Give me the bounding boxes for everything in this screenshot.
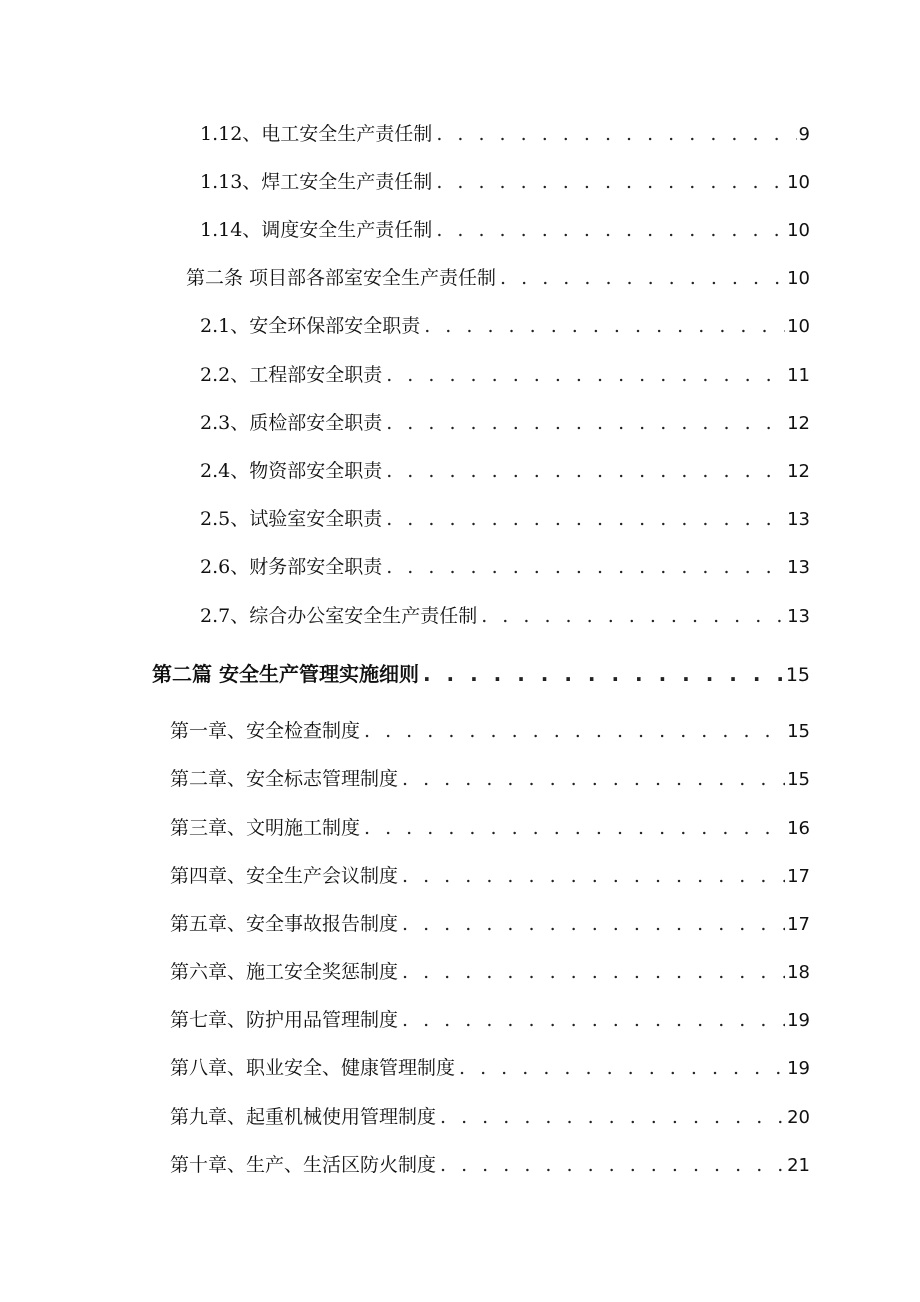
dot-leader	[440, 1103, 785, 1131]
toc-entry-page: 20	[787, 1107, 810, 1128]
toc-entry[interactable]	[200, 216, 810, 245]
dot-leader	[386, 553, 785, 581]
toc-entry[interactable]	[170, 814, 810, 843]
toc-entry-label: 2.3、质检部安全职责	[200, 412, 383, 434]
toc-entry-page: 13	[787, 606, 810, 627]
toc-entry-page: 16	[787, 818, 810, 839]
toc-entry[interactable]	[200, 312, 810, 341]
dot-leader	[402, 958, 785, 986]
toc-entry-page: 19	[787, 1010, 810, 1031]
dot-leader	[459, 1054, 785, 1082]
dot-leader	[423, 660, 784, 688]
toc-entry-page: 15	[785, 664, 810, 686]
toc-entry-label: 第九章、起重机械使用管理制度	[170, 1106, 437, 1128]
toc-entry-page: 18	[787, 962, 810, 983]
dot-leader	[440, 1151, 785, 1179]
dot-leader	[436, 216, 785, 244]
toc-entry[interactable]	[170, 1151, 810, 1180]
dot-leader	[424, 312, 785, 340]
toc-entry-label: 第一章、安全检查制度	[170, 720, 361, 742]
toc-entry-label: 2.1、安全环保部安全职责	[200, 315, 421, 337]
toc-entry[interactable]	[200, 505, 810, 534]
dot-leader	[386, 505, 785, 533]
toc-entry-label: 第四章、安全生产会议制度	[170, 865, 399, 887]
toc-entry[interactable]	[170, 910, 810, 939]
toc-entry-label: 第六章、施工安全奖惩制度	[170, 961, 399, 983]
toc-entry-label: 2.7、综合办公室安全生产责任制	[200, 605, 478, 627]
toc-entry[interactable]	[200, 409, 810, 438]
toc-entry[interactable]	[170, 1054, 810, 1083]
toc-entry[interactable]	[200, 168, 810, 197]
toc-entry-label: 第七章、防护用品管理制度	[170, 1009, 399, 1031]
dot-leader	[402, 862, 785, 890]
toc-entry-label: 第二条 项目部各部室安全生产责任制	[186, 267, 497, 289]
toc-entry-label: 2.2、工程部安全职责	[200, 364, 383, 386]
toc-entry-label: 第十章、生产、生活区防火制度	[170, 1154, 437, 1176]
toc-entry[interactable]	[170, 1006, 810, 1035]
toc-entry-label: 第二篇 安全生产管理实施细则	[152, 662, 419, 686]
dot-leader	[436, 168, 785, 196]
toc-entry-page: 12	[787, 461, 810, 482]
toc-entry[interactable]	[170, 1103, 810, 1132]
toc-entry-label: 1.13、焊工安全生产责任制	[200, 171, 433, 193]
toc-entry-page: 13	[787, 509, 810, 530]
toc-entry[interactable]	[200, 553, 810, 582]
toc-entry[interactable]	[200, 602, 810, 631]
toc-entry[interactable]	[170, 765, 810, 794]
dot-leader	[481, 602, 785, 630]
toc-entry-label: 第三章、文明施工制度	[170, 817, 361, 839]
dot-leader	[386, 409, 785, 437]
toc-entry-page: 19	[787, 1058, 810, 1079]
toc-entry-page: 15	[787, 769, 810, 790]
toc-entry-page: 17	[787, 914, 810, 935]
dot-leader	[402, 1006, 785, 1034]
toc-entry[interactable]	[170, 717, 810, 746]
toc-entry-label: 1.12、电工安全生产责任制	[200, 123, 433, 145]
toc-entry-page: 15	[787, 721, 810, 742]
toc-entry-page: 21	[787, 1155, 810, 1176]
toc-entry[interactable]	[186, 264, 810, 293]
toc-entry-page: 9	[798, 124, 810, 145]
toc-entry-label: 2.6、财务部安全职责	[200, 556, 383, 578]
dot-leader	[500, 264, 785, 292]
toc-entry-page: 10	[787, 316, 810, 337]
toc-entry-label: 第八章、职业安全、健康管理制度	[170, 1057, 456, 1079]
toc-entry-page: 12	[787, 413, 810, 434]
toc-entry[interactable]	[200, 120, 810, 149]
dot-leader	[364, 717, 785, 745]
toc-entry-label: 2.4、物资部安全职责	[200, 460, 383, 482]
toc-entry[interactable]	[200, 361, 810, 390]
toc-entry-label: 第五章、安全事故报告制度	[170, 913, 399, 935]
toc-entry-page: 10	[787, 220, 810, 241]
dot-leader	[402, 765, 785, 793]
dot-leader	[386, 361, 785, 389]
dot-leader	[402, 910, 785, 938]
toc-entry-page: 10	[787, 268, 810, 289]
toc-entry-page: 10	[787, 172, 810, 193]
toc-entry-page: 13	[787, 557, 810, 578]
toc-entry[interactable]	[170, 958, 810, 987]
dot-leader	[364, 814, 785, 842]
toc-entry-page: 17	[787, 866, 810, 887]
dot-leader	[436, 120, 796, 148]
toc-part-entry[interactable]	[152, 660, 810, 689]
dot-leader	[386, 457, 785, 485]
toc-entry[interactable]	[170, 862, 810, 891]
toc-entry-page: 11	[787, 365, 810, 386]
toc-entry-label: 第二章、安全标志管理制度	[170, 768, 399, 790]
toc-entry[interactable]	[200, 457, 810, 486]
toc-entry-label: 1.14、调度安全生产责任制	[200, 219, 433, 241]
toc-entry-label: 2.5、试验室安全职责	[200, 508, 383, 530]
